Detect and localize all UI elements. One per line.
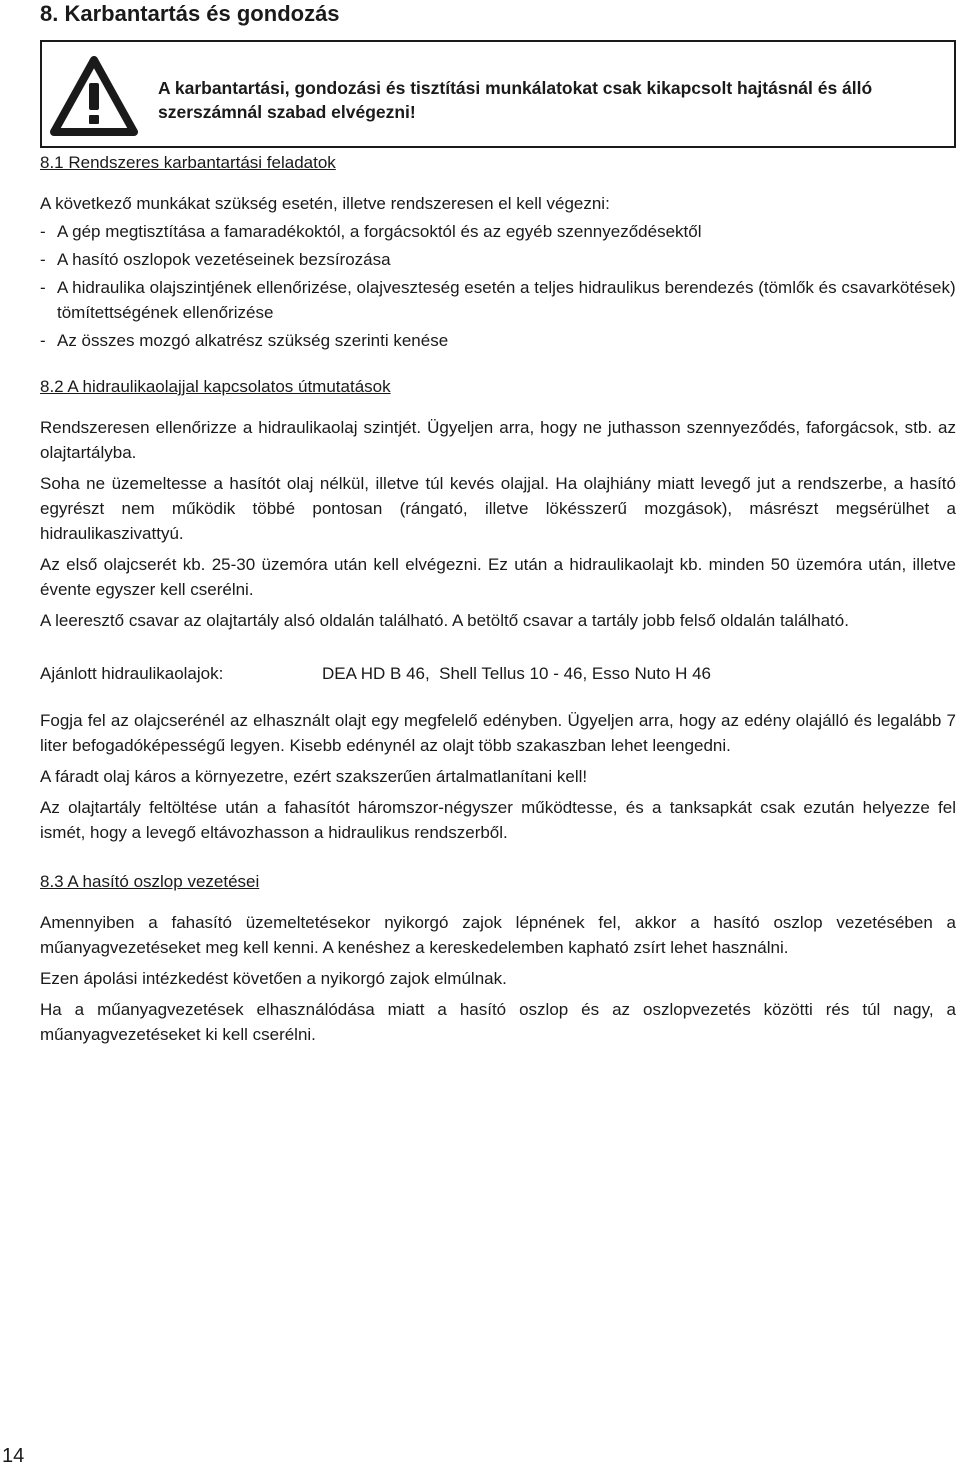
- warning-text: A karbantartási, gondozási és tisztítási munkálatokat csak kikapcsolt hajtásnál és álló szerszámnál szabad elvégezni!: [158, 78, 873, 122]
- section-heading-8-2: 8.2 A hidraulikaolajjal kapcsolatos útmutatások: [40, 377, 391, 396]
- paragraph: Soha ne üzemeltesse a hasítót olaj nélkül, illetve túl kevés olajjal. Ha olajhiány miatt levegő jut a rendszerbe, a hasító egyrészt nem működik többé pontosan (rángató, illetve lökésszerű mozgások), másrészt megsérülhet a hidraulikaszivattyú.: [40, 474, 956, 543]
- warning-icon: [50, 56, 138, 136]
- page-number: 14: [2, 1445, 25, 1467]
- recommended-oils-value: DEA HD B 46, Shell Tellus 10 - 46, Esso Nuto H 46: [322, 664, 711, 683]
- paragraph: A fáradt olaj káros a környezetre, ezért szakszerűen ártalmatlanítani kell!: [40, 767, 588, 786]
- list-item-text: A hasító oszlopok vezetéseinek bezsírozása: [57, 250, 391, 269]
- list-item-text: A gép megtisztítása a famaradékoktól, a forgácsoktól és az egyéb szennyeződésektől: [57, 222, 702, 241]
- maintenance-task-list: [40, 219, 956, 353]
- page-title: 8. Karbantartás és gondozás: [40, 1, 340, 26]
- recommended-oils-label: Ajánlott hidraulikaolajok:: [40, 664, 224, 683]
- list-item: - A gép megtisztítása a famaradékoktól, a forgácsoktól és az egyéb szennyeződésektől: [40, 222, 702, 241]
- paragraph: Az első olajcserét kb. 25-30 üzemóra után kell elvégezni. Ez után a hidraulikaolajt kb. minden 50 üzemóra után, illetve évente egyszer kell cserélni.: [40, 555, 956, 599]
- recommended-oils-row: [40, 661, 956, 686]
- paragraph: Az olajtartály feltöltése után a fahasítót háromszor-négyszer működtesse, és a tanksapkát csak ezután helyezze fel ismét, hogy a levegő eltávozhasson a hidraulikus rendszerből.: [40, 798, 956, 842]
- section-heading-8-1: 8.1 Rendszeres karbantartási feladatok: [40, 153, 336, 172]
- list-item: - Az összes mozgó alkatrész szükség szerinti kenése: [40, 331, 449, 350]
- paragraph: Rendszeresen ellenőrizze a hidraulikaolaj szintjét. Ügyeljen arra, hogy ne juthasson szennyeződés, faforgácsok, stb. az olajtartályba.: [40, 418, 956, 462]
- section-8-1-intro: A következő munkákat szükség esetén, illetve rendszeresen el kell végezni:: [40, 194, 610, 213]
- paragraph: Ezen ápolási intézkedést követően a nyikorgó zajok elmúlnak.: [40, 969, 507, 988]
- warning-box: [40, 40, 956, 148]
- list-item: - A hasító oszlopok vezetéseinek bezsírozása: [40, 250, 391, 269]
- content: [40, 150, 956, 1053]
- section-heading-8-3: 8.3 A hasító oszlop vezetései: [40, 872, 260, 891]
- list-item: - A hidraulika olajszintjének ellenőrizése, olajveszteség esetén a teljes hidraulikus berendezés (tömlők és csavarkötések) tömítettségének ellenőrizése: [40, 278, 956, 322]
- paragraph: Fogja fel az olajcserénél az elhasznált olajt egy megfelelő edényben. Ügyeljen arra, hogy az edény olajálló és legalább 7 liter befogadóképességű legyen. Kisebb edénynél az olajt több szakaszban lehet leengedni.: [40, 711, 956, 755]
- paragraph: A leeresztő csavar az olajtartály alsó oldalán található. A betöltő csavar a tartály jobb felső oldalán található.: [40, 611, 849, 630]
- list-item-text: A hidraulika olajszintjének ellenőrizése, olajveszteség esetén a teljes hidraulikus berendezés (tömlők és csavarkötések) tömítettségének ellenőrizése: [57, 278, 956, 322]
- list-item-text: Az összes mozgó alkatrész szükség szerinti kenése: [57, 331, 449, 350]
- paragraph: Ha a műanyagvezetések elhasználódása miatt a hasító oszlop és az oszlopvezetés közötti rés túl nagy, a műanyagvezetéseket ki kell cserélni.: [40, 1000, 956, 1044]
- paragraph: Amennyiben a fahasító üzemeltetésekor nyikorgó zajok lépnének fel, akkor a hasító oszlop vezetésében a műanyagvezetéseket meg kell kenni. A kenéshez a kereskedelemben kapható zsírt lehet használni.: [40, 913, 956, 957]
